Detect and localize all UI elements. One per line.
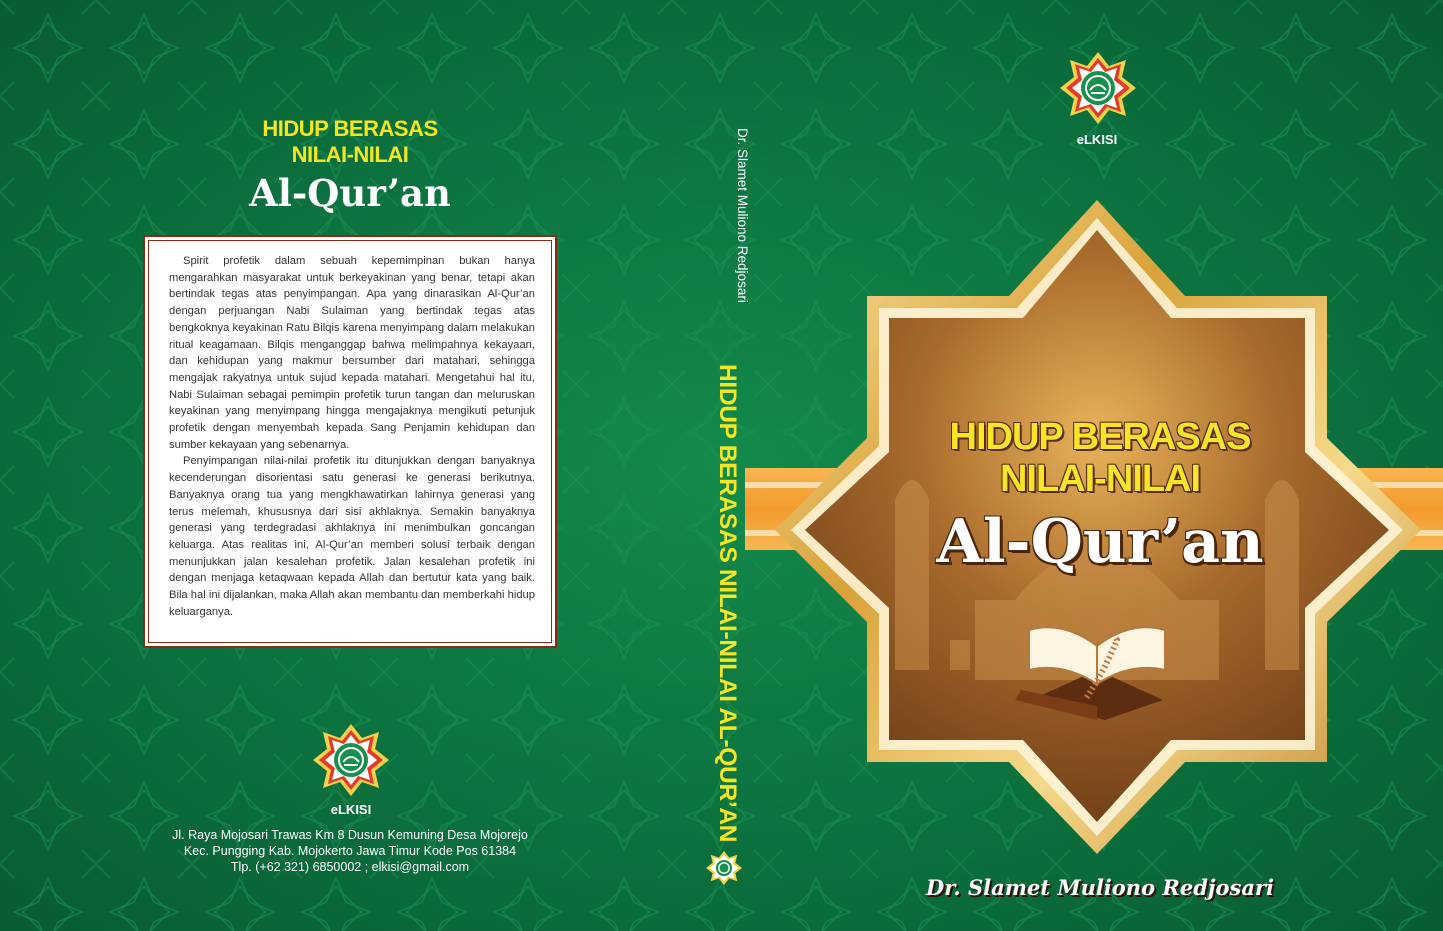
address-line1: Jl. Raya Mojosari Trawas Km 8 Dusun Kemuning Desa Mojorejo — [172, 828, 528, 842]
front-title-line1: HIDUP BERASAS — [949, 416, 1251, 458]
back-publisher-name: eLKISI — [330, 802, 372, 817]
front-cover-title — [880, 416, 1320, 578]
synopsis-paragraph-1: Spirit profetik dalam sebuah kepemimpinan bukan hanya mengarahkan masyarakat untuk berkeyakinan yang benar, tetapi akan bertindak tegas atas penyimpangan. Apa yang dinarasikan Al-Qur’an dengan perjuangan Nabi Sulaiman yang bertindak tegas atas bengkoknya keyakinan Ratu Bilqis karena menyimpang dalam melakukan ritual keagamaan. Bilqis menganggap bahwa melimpahnya kekayaan, dan kehidupan yang makmur bersumber dari matahari, sehingga mengajak rakyatnya untuk sujud kepada matahari. Mengetahui hal itu, Nabi Sulaiman sebagai pemimpin profetik turun tangan dan meluruskan keyakinan yang menyimpang hingga mengajaknya mengikuti petunjuk profetik dengan menyembah kepada Sang Penjamin kehidupan dan sumber kekayaan yang sebenarnya. — [169, 255, 535, 451]
front-publisher-name: eLKISI — [1076, 132, 1118, 147]
publisher-address — [140, 827, 560, 875]
back-title-line2: NILAI-NILAI — [291, 142, 409, 167]
front-author: Dr. Slamet Muliono Redjosari — [926, 875, 1274, 900]
spine-logo-icon — [706, 850, 742, 886]
back-title-line3: Al-Qur’an — [249, 171, 451, 215]
front-title-line3: Al-Qur’an — [936, 507, 1264, 577]
synopsis-box — [143, 235, 557, 648]
back-cover-title — [190, 116, 510, 216]
address-line2: Kec. Pungging Kab. Mojokerto Jawa Timur Kode Pos 61384 — [183, 844, 517, 858]
spine-title-text: HIDUP BERASAS NILAI-NILAI AL-QUR’AN — [714, 364, 741, 843]
elkisi-logo-icon — [313, 722, 389, 798]
synopsis-paragraph-2: Penyimpangan nilai-nilai profetik itu ditunjukkan dengan banyaknya kecenderungan disorientasi satu generasi ke generasi berikutnya. Banyaknya orang tua yang mengkhawatirkan lahirnya generasi yang terus melemah, khususnya dari sisi akhlaknya. Semakin banyaknya generasi yang terdegradasi akhlaknya ini menimbulkan goncangan keluarga. Atas realitas ini, Al-Qur’an memberi solusi terbaik dengan menunjukkan jalan kesalehan profetik. Jalan kesalehan profetik ini dengan menjaga ketaqwaan kepada Allah dan bertutur kata yang baik. Bila hal ini dijalankan, maka Allah akan membantu dan memberkahi hidup keluarganya. — [169, 455, 535, 618]
front-logo-icon — [1060, 50, 1136, 126]
spine-author-text: Dr. Slamet Muliono Redjosari — [735, 128, 750, 303]
back-title-line1: HIDUP BERASAS — [262, 116, 438, 141]
synopsis-text — [169, 253, 535, 620]
address-line3: Tlp. (+62 321) 6850002 ; elkisi@gmail.com — [230, 860, 470, 874]
spine-title — [705, 364, 745, 843]
front-title-line2: NILAI-NILAI — [999, 458, 1201, 500]
